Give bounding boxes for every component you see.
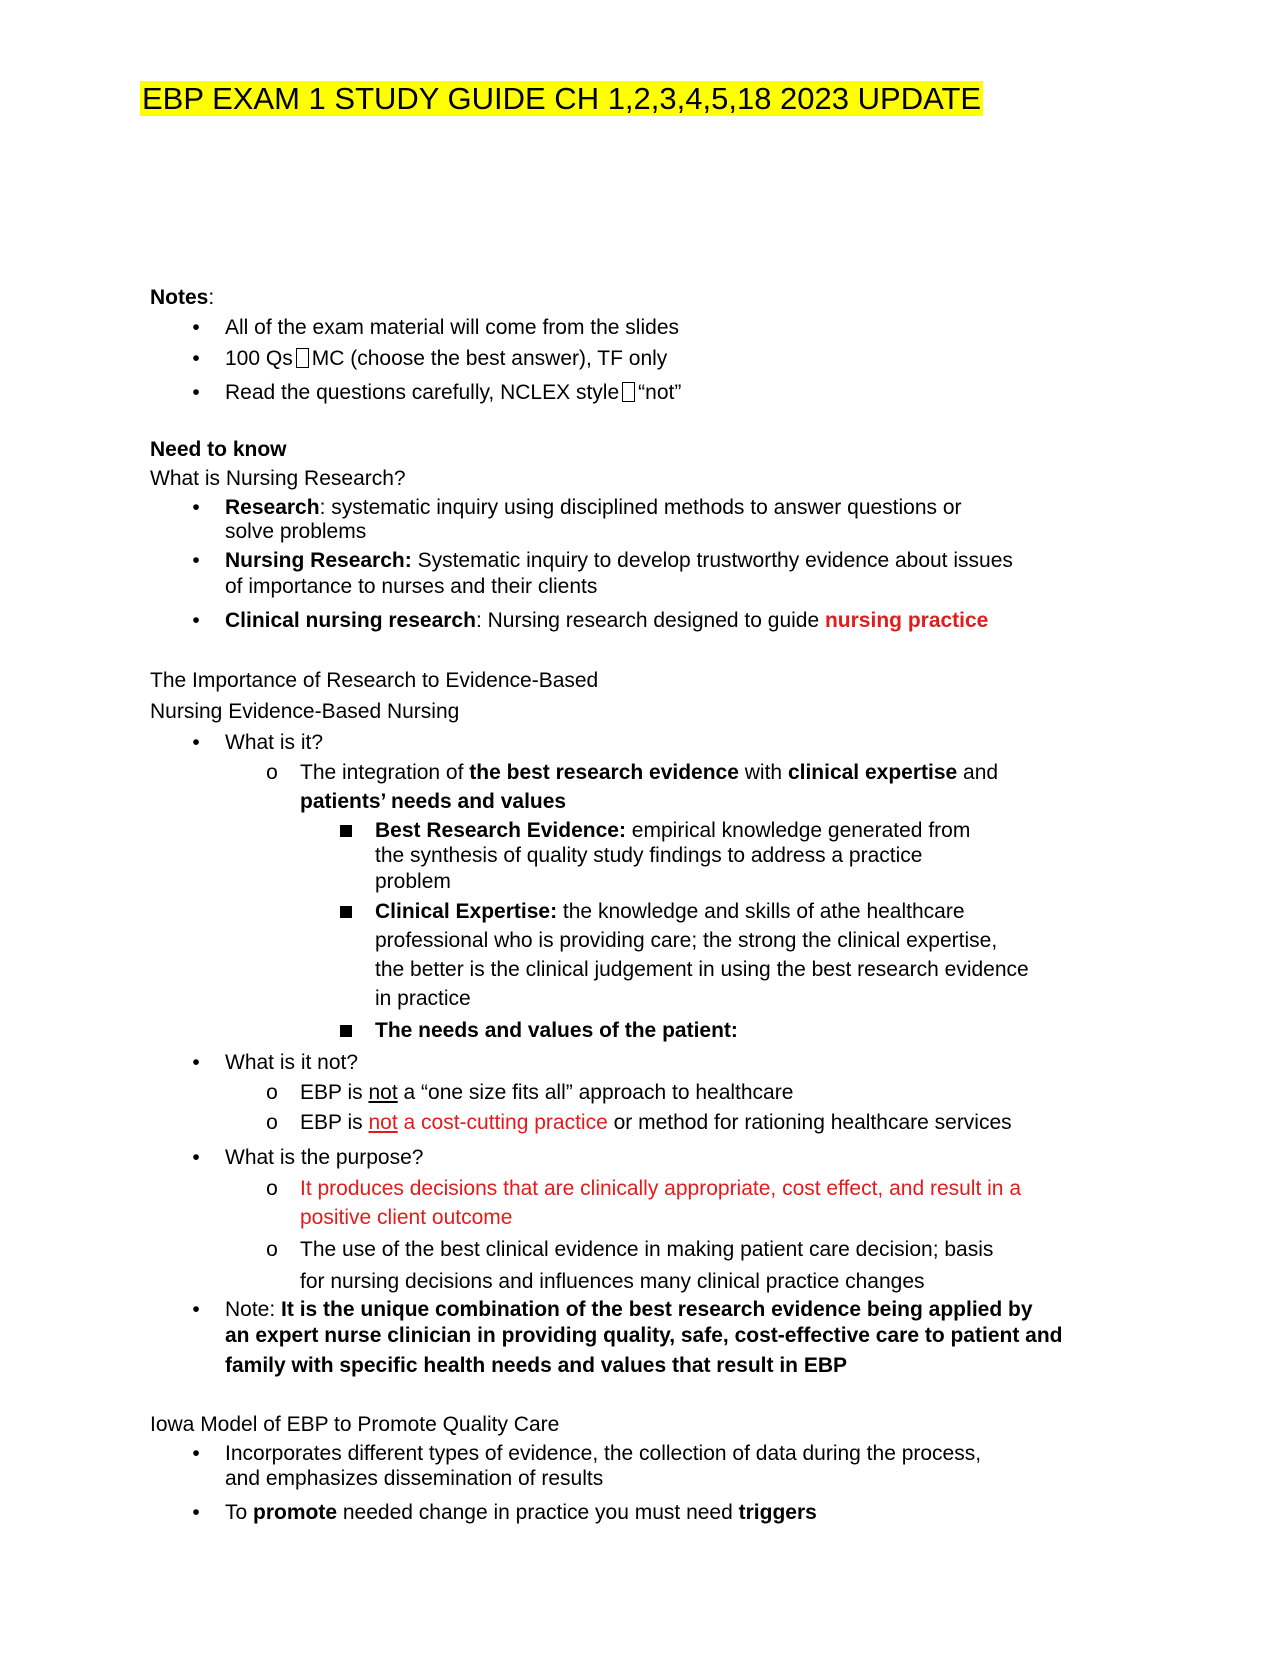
best-research-evidence: Best Research Evidence: empirical knowledge generated from — [375, 819, 971, 842]
clinical-expertise-cont-2: the better is the clinical judgement in using the best research evidence — [375, 958, 1029, 981]
bullet-icon: • — [192, 347, 200, 370]
square-bullet-icon — [339, 1018, 353, 1044]
ebn-heading-line-1: The Importance of Research to Evidence-Based — [150, 669, 599, 692]
what-is-it-not: What is it not? — [225, 1051, 359, 1074]
best-research-evidence-cont-2: problem — [375, 870, 451, 893]
bullet-icon: • — [192, 1146, 200, 1169]
circle-bullet-icon: o — [266, 1238, 278, 1261]
circle-bullet-icon: o — [266, 761, 278, 784]
ebp-note-cont-1: an expert nurse clinician in providing quality, safe, cost-effective care to patient and — [225, 1324, 1063, 1347]
not-item-1: EBP is not a “one size fits all” approach to healthcare — [300, 1081, 794, 1104]
ebn-integration-cont: patients’ needs and values — [300, 790, 567, 813]
bullet-icon: • — [192, 1442, 200, 1465]
best-research-evidence-cont-1: the synthesis of quality study findings to address a practice — [375, 844, 923, 867]
missing-glyph-icon — [296, 348, 309, 368]
bullet-icon: • — [192, 496, 200, 519]
clinical-expertise-cont-1: professional who is providing care; the strong the clinical expertise, — [375, 929, 998, 952]
clinical-nursing-research-definition: Clinical nursing research: Nursing research designed to guide nursing practice — [225, 609, 989, 632]
highlighted-title: EBP EXAM 1 STUDY GUIDE CH 1,2,3,4,5,18 2023 UPDATE — [142, 81, 982, 116]
clinical-expertise: Clinical Expertise: the knowledge and skills of athe healthcare — [375, 900, 965, 923]
iowa-item-1-cont: and emphasizes dissemination of results — [225, 1467, 604, 1490]
bullet-icon: • — [192, 381, 200, 404]
ebn-integration: The integration of the best research evidence with clinical expertise and — [300, 761, 999, 784]
purpose-item-1-cont: positive client outcome — [300, 1206, 513, 1229]
research-definition-cont: solve problems — [225, 520, 367, 543]
iowa-model-heading: Iowa Model of EBP to Promote Quality Care — [150, 1413, 560, 1436]
purpose-item-2-cont: for nursing decisions and influences many clinical practice changes — [300, 1270, 925, 1293]
clinical-expertise-cont-3: in practice — [375, 987, 471, 1010]
notes-item-1: All of the exam material will come from the slides — [225, 316, 679, 339]
bullet-icon: • — [192, 549, 200, 572]
purpose-item-2: The use of the best clinical evidence in making patient care decision; basis — [300, 1238, 994, 1261]
bullet-icon: • — [192, 731, 200, 754]
what-is-purpose: What is the purpose? — [225, 1146, 424, 1169]
ebp-note: Note: It is the unique combination of the best research evidence being applied by — [225, 1298, 1033, 1321]
notes-item-2: 100 Qs MC (choose the best answer), TF only — [225, 347, 668, 370]
document-title — [140, 78, 983, 120]
nursing-research-definition: Nursing Research: Systematic inquiry to develop trustworthy evidence about issues — [225, 549, 1013, 572]
circle-bullet-icon: o — [266, 1177, 278, 1200]
research-definition: Research: systematic inquiry using disciplined methods to answer questions or — [225, 496, 962, 519]
not-item-2: EBP is not a cost-cutting practice or method for rationing healthcare services — [300, 1111, 1012, 1134]
missing-glyph-icon — [622, 382, 635, 402]
nursing-research-definition-cont: of importance to nurses and their clients — [225, 575, 598, 598]
circle-bullet-icon: o — [266, 1111, 278, 1134]
circle-bullet-icon: o — [266, 1081, 278, 1104]
bullet-icon: • — [192, 1051, 200, 1074]
notes-heading: Notes: — [150, 286, 215, 309]
nursing-research-question: What is Nursing Research? — [150, 467, 406, 490]
bullet-icon: • — [192, 1298, 200, 1321]
iowa-item-2: To promote needed change in practice you must need triggers — [225, 1501, 817, 1524]
bullet-icon: • — [192, 609, 200, 632]
notes-item-3: Read the questions carefully, NCLEX style “not” — [225, 381, 682, 404]
needs-and-values: The needs and values of the patient: — [375, 1019, 738, 1042]
ebp-note-cont-2: family with specific health needs and values that result in EBP — [225, 1354, 848, 1377]
need-to-know-heading: Need to know — [150, 438, 287, 461]
ebn-heading-line-2: Nursing Evidence-Based Nursing — [150, 700, 460, 723]
iowa-item-1: Incorporates different types of evidence, the collection of data during the process, — [225, 1442, 982, 1465]
bullet-icon: • — [192, 316, 200, 339]
square-bullet-icon — [339, 818, 353, 844]
purpose-item-1: It produces decisions that are clinically appropriate, cost effect, and result in a — [300, 1177, 1022, 1200]
square-bullet-icon — [339, 899, 353, 925]
what-is-it: What is it? — [225, 731, 324, 754]
bullet-icon: • — [192, 1501, 200, 1524]
